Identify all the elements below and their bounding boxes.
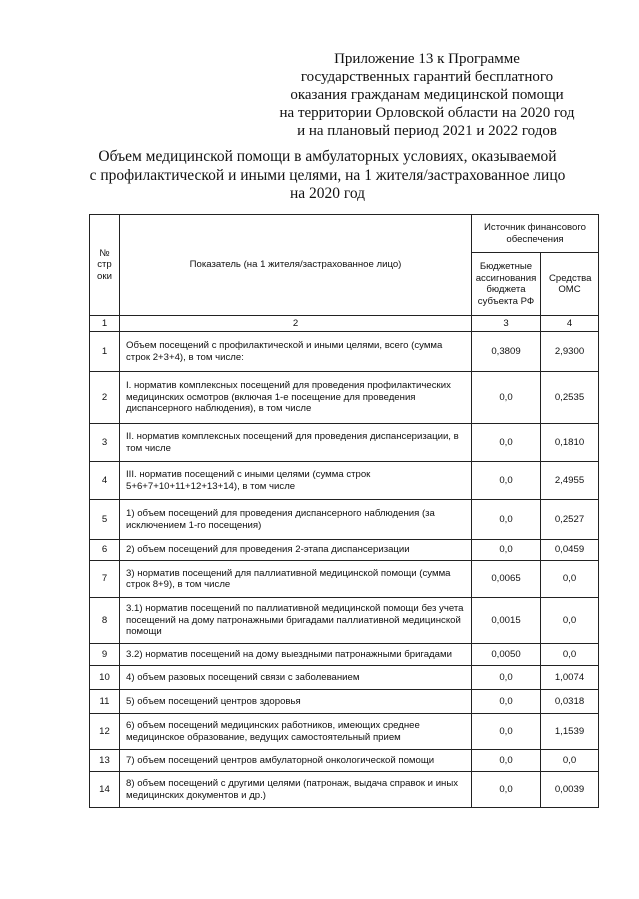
- row-number: 12: [90, 714, 120, 750]
- title-line: на 2020 год: [289, 185, 366, 202]
- row-indicator: I. норматив комплексных посещений для проведения профилактических медицинских осмотров (включая 1-е посещение для проведения диспансерного наблюдения), в том числе: [120, 372, 472, 424]
- row-budget-value: 0,0: [472, 750, 541, 772]
- row-oms-value: 0,2535: [541, 372, 599, 424]
- row-oms-value: 0,0: [541, 598, 599, 644]
- header-budget: [472, 253, 541, 316]
- table-row: [90, 690, 599, 714]
- column-number: 4: [541, 316, 599, 332]
- row-oms-value: 1,1539: [541, 714, 599, 750]
- table-row: [90, 644, 599, 666]
- row-indicator: III. норматив посещений с иными целями (сумма строк 5+6+7+10+11+12+13+14), в том числе: [120, 462, 472, 500]
- row-number: 14: [90, 772, 120, 808]
- row-indicator: II. норматив комплексных посещений для проведения диспансеризации, в том числе: [120, 424, 472, 462]
- row-budget-value: 0,0: [472, 462, 541, 500]
- row-budget-value: 0,0015: [472, 598, 541, 644]
- document-title: [50, 148, 605, 204]
- table-row: [90, 714, 599, 750]
- header-indicator-label: Показатель (на 1 жителя/застрахованное лицо): [189, 259, 402, 271]
- row-oms-value: 0,0039: [541, 772, 599, 808]
- row-number: 7: [90, 561, 120, 598]
- appendix-header: [250, 50, 604, 140]
- row-budget-value: 0,0: [472, 540, 541, 561]
- row-number: 10: [90, 666, 120, 690]
- row-number: 4: [90, 462, 120, 500]
- header-oms: [541, 253, 599, 316]
- table-row: [90, 750, 599, 772]
- row-indicator: 5) объем посещений центров здоровья: [120, 690, 472, 714]
- table-row: [90, 500, 599, 540]
- row-oms-value: 0,0: [541, 561, 599, 598]
- header-source-label: Источник финансового обеспечения: [484, 222, 586, 245]
- table-row: [90, 666, 599, 690]
- row-oms-value: 2,9300: [541, 332, 599, 372]
- row-indicator: 6) объем посещений медицинских работников, имеющих среднее медицинское образование, ведущих самостоятельный прием: [120, 714, 472, 750]
- header-source: [472, 215, 599, 253]
- table-row: [90, 424, 599, 462]
- column-number-row: [90, 316, 599, 332]
- row-oms-value: 1,0074: [541, 666, 599, 690]
- table-row: [90, 540, 599, 561]
- row-number: 6: [90, 540, 120, 561]
- row-oms-value: 0,0: [541, 750, 599, 772]
- row-oms-value: 0,0459: [541, 540, 599, 561]
- row-budget-value: 0,0: [472, 500, 541, 540]
- row-number: 13: [90, 750, 120, 772]
- row-budget-value: 0,0: [472, 372, 541, 424]
- row-indicator: 3.2) норматив посещений на дому выездными патронажными бригадами: [120, 644, 472, 666]
- row-oms-value: 0,0318: [541, 690, 599, 714]
- title-line: Объем медицинской помощи в амбулаторных условиях, оказываемой: [98, 148, 557, 165]
- row-budget-value: 0,0: [472, 666, 541, 690]
- row-budget-value: 0,3809: [472, 332, 541, 372]
- appendix-line: и на плановый период 2021 и 2022 годов: [297, 123, 557, 139]
- row-oms-value: 0,0: [541, 644, 599, 666]
- table-row: [90, 598, 599, 644]
- row-number: 1: [90, 332, 120, 372]
- table-row: [90, 772, 599, 808]
- header-row-number: [90, 215, 120, 316]
- row-oms-value: 0,1810: [541, 424, 599, 462]
- row-number: 8: [90, 598, 120, 644]
- row-number: 2: [90, 372, 120, 424]
- appendix-line: на территории Орловской области на 2020 год: [279, 105, 575, 121]
- row-indicator: 7) объем посещений центров амбулаторной онкологической помощи: [120, 750, 472, 772]
- appendix-line: оказания гражданам медицинской помощи: [290, 87, 564, 103]
- row-oms-value: 0,2527: [541, 500, 599, 540]
- title-line: с профилактической и иными целями, на 1 жителя/застрахованное лицо: [89, 166, 566, 184]
- column-number: 3: [472, 316, 541, 332]
- row-budget-value: 0,0: [472, 690, 541, 714]
- table-body: [90, 332, 599, 808]
- row-indicator: 8) объем посещений с другими целями (патронаж, выдача справок и иных медицинских документов и др.): [120, 772, 472, 808]
- row-indicator: 3) норматив посещений для паллиативной медицинской помощи (сумма строк 8+9), в том числе: [120, 561, 472, 598]
- row-indicator: 1) объем посещений для проведения диспансерного наблюдения (за исключением 1-го посещения): [120, 500, 472, 540]
- row-budget-value: 0,0: [472, 424, 541, 462]
- row-budget-value: 0,0: [472, 714, 541, 750]
- row-indicator: Объем посещений с профилактической и иными целями, всего (сумма строк 2+3+4), в том числе:: [120, 332, 472, 372]
- column-number: 2: [120, 316, 472, 332]
- table-header: [90, 215, 599, 332]
- header-oms-label: Средства ОМС: [549, 272, 592, 295]
- row-number: 9: [90, 644, 120, 666]
- table-row: [90, 332, 599, 372]
- row-indicator: 3.1) норматив посещений по паллиативной медицинской помощи без учета посещений на дому патронажными бригадами паллиативной медицинской помощи: [120, 598, 472, 644]
- appendix-line: Приложение 13 к Программе: [334, 51, 520, 67]
- table-row: [90, 372, 599, 424]
- table-row: [90, 561, 599, 598]
- column-number: 1: [90, 316, 120, 332]
- row-number: 11: [90, 690, 120, 714]
- row-budget-value: 0,0: [472, 772, 541, 808]
- row-indicator: 4) объем разовых посещений связи с заболеванием: [120, 666, 472, 690]
- volume-table: [89, 214, 599, 808]
- row-oms-value: 2,4955: [541, 462, 599, 500]
- header-budget-label: Бюджетные ассигнования бюджета субъекта РФ: [475, 261, 537, 307]
- row-indicator: 2) объем посещений для проведения 2-этапа диспансеризации: [120, 540, 472, 561]
- row-number: 5: [90, 500, 120, 540]
- row-number: 3: [90, 424, 120, 462]
- row-budget-value: 0,0050: [472, 644, 541, 666]
- header-row-number-label: № стр оки: [97, 247, 112, 282]
- table-row: [90, 462, 599, 500]
- row-budget-value: 0,0065: [472, 561, 541, 598]
- appendix-line: государственных гарантий бесплатного: [300, 69, 554, 85]
- header-indicator: [120, 215, 472, 316]
